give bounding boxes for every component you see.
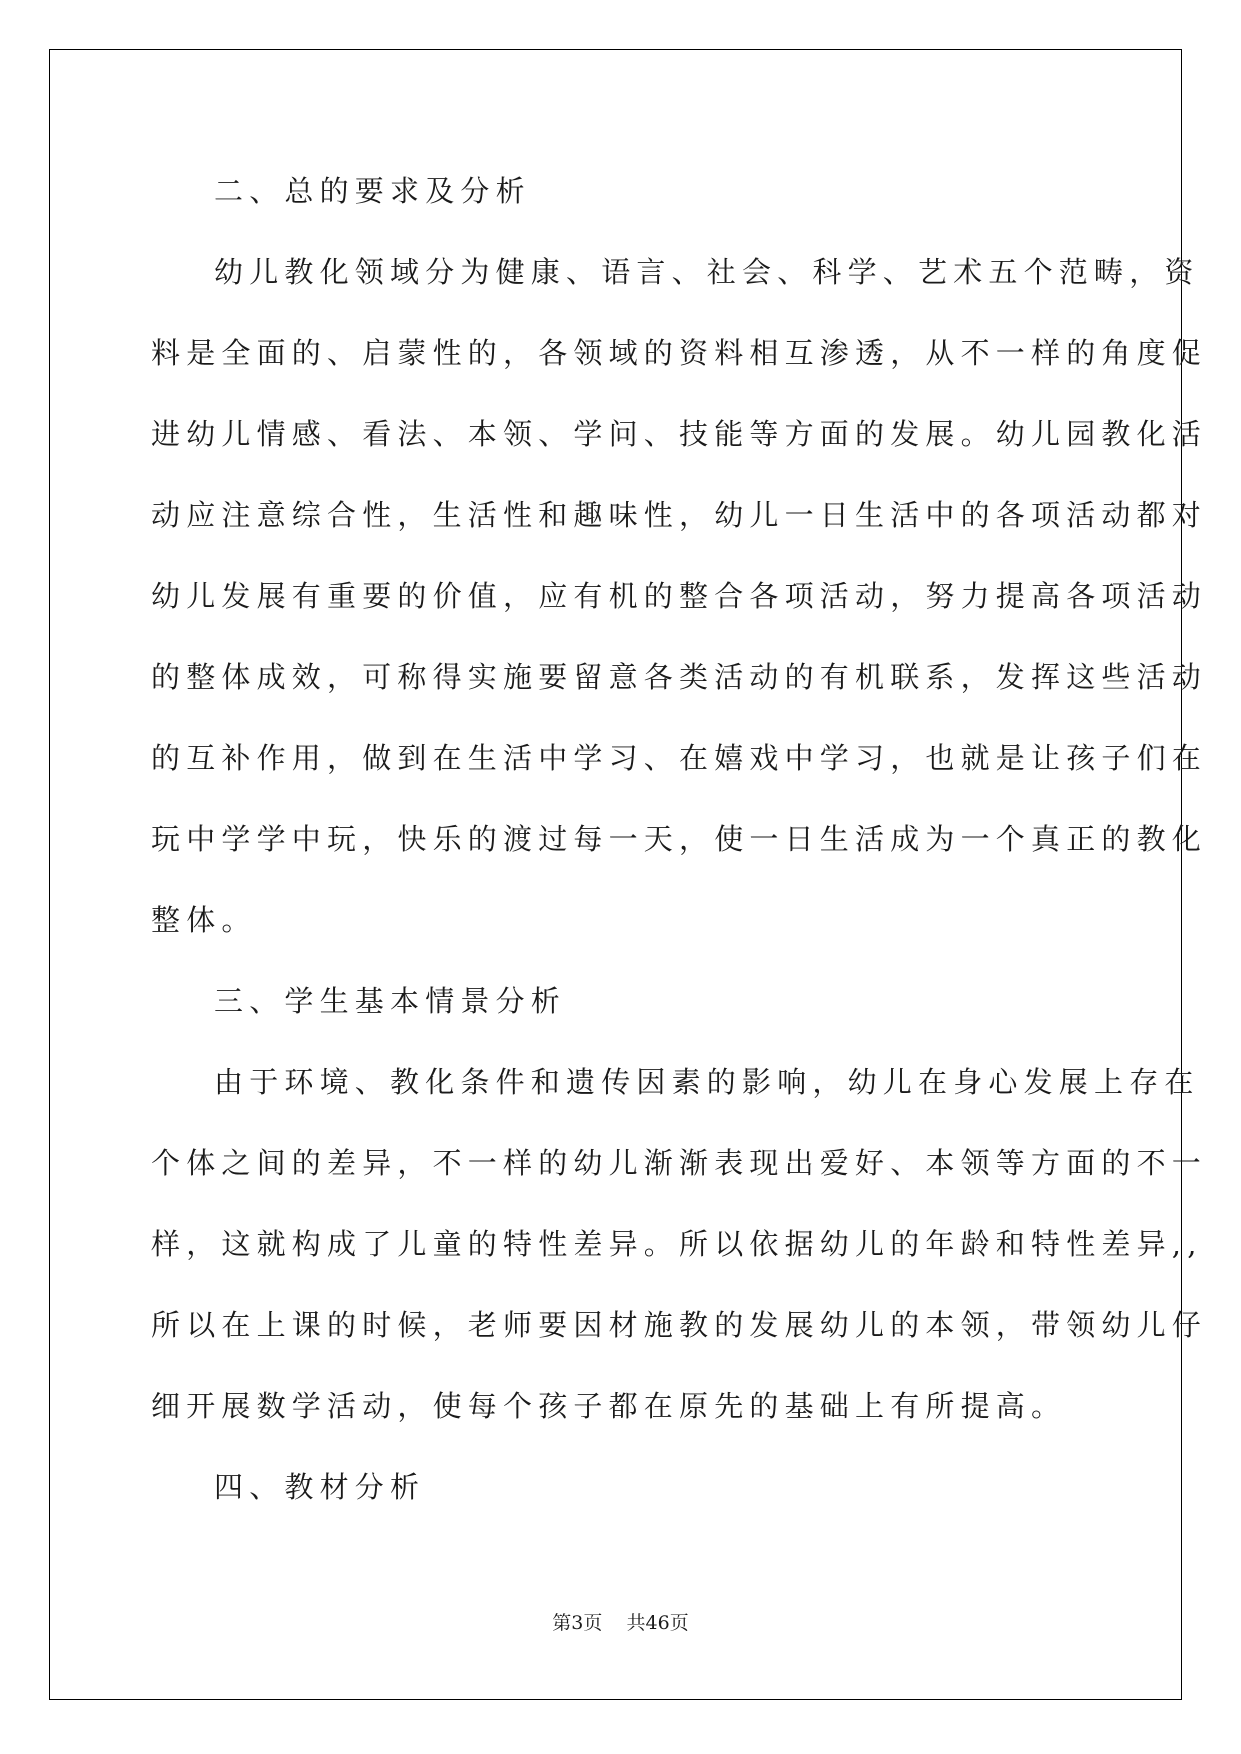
section-heading-3: 三、学生基本情景分析 — [214, 984, 567, 1018]
page-border — [49, 49, 1182, 1700]
paragraph-line: 动应注意综合性，生活性和趣味性，幼儿一日生活中的各项活动都对 — [151, 498, 1208, 532]
paragraph-line: 幼儿发展有重要的价值，应有机的整合各项活动，努力提高各项活动 — [151, 579, 1208, 613]
paragraph-line: 由于环境、教化条件和遗传因素的影响，幼儿在身心发展上存在 — [214, 1065, 1200, 1099]
paragraph-line: 整体。 — [151, 903, 257, 937]
paragraph-line: 细开展数学活动，使每个孩子都在原先的基础上有所提高。 — [151, 1389, 1067, 1423]
paragraph-line: 料是全面的、启蒙性的，各领域的资料相互渗透，从不一样的角度促 — [151, 336, 1208, 370]
section-heading-4: 四、教材分析 — [214, 1470, 426, 1504]
paragraph-line: 的互补作用，做到在生活中学习、在嬉戏中学习，也就是让孩子们在 — [151, 741, 1208, 775]
page-number: 第3页 — [552, 1612, 603, 1634]
paragraph-line: 个体之间的差异，不一样的幼儿渐渐表现出爱好、本领等方面的不一 — [151, 1146, 1208, 1180]
section-heading-2: 二、总的要求及分析 — [214, 174, 531, 208]
paragraph-line: 进幼儿情感、看法、本领、学问、技能等方面的发展。幼儿园教化活 — [151, 417, 1208, 451]
page-footer — [0, 1611, 1241, 1635]
footer-separator — [602, 1612, 626, 1634]
paragraph-line: 样，这就构成了儿童的特性差异。所以依据幼儿的年龄和特性差异,, — [151, 1227, 1203, 1261]
paragraph-line: 幼儿教化领域分为健康、语言、社会、科学、艺术五个范畴，资 — [214, 255, 1200, 289]
paragraph-line: 的整体成效，可称得实施要留意各类活动的有机联系，发挥这些活动 — [151, 660, 1208, 694]
paragraph-line: 玩中学学中玩，快乐的渡过每一天，使一日生活成为一个真正的教化 — [151, 822, 1208, 856]
page-total: 共46页 — [626, 1612, 689, 1634]
paragraph-line: 所以在上课的时候，老师要因材施教的发展幼儿的本领，带领幼儿仔 — [151, 1308, 1208, 1342]
